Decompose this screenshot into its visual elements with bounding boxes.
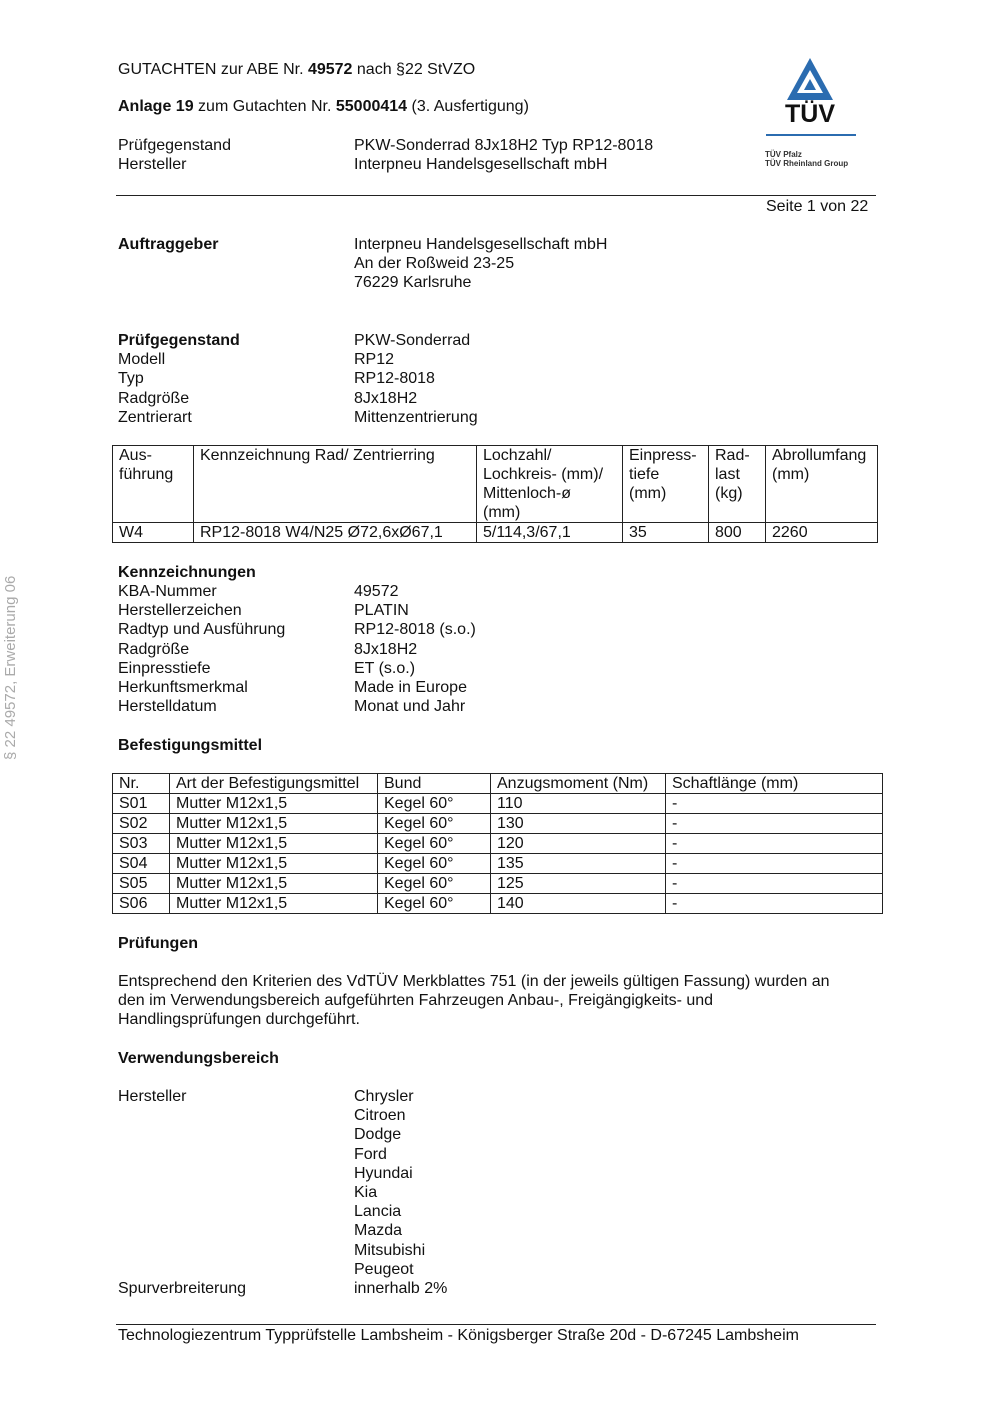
- field-value: ET (s.o.): [354, 659, 416, 677]
- field-value: Mittenzentrierung: [354, 408, 478, 426]
- table-cell: S02: [113, 814, 170, 834]
- table-cell: -: [666, 794, 883, 814]
- verwendungsbereich-hersteller-label: Hersteller: [118, 1088, 187, 1105]
- table-cell: -: [666, 894, 883, 914]
- report-title: GUTACHTEN zur ABE Nr. 49572 nach §22 StVZO: [118, 61, 476, 78]
- table-header-cell: Art der Befestigungsmittel: [170, 774, 378, 794]
- auftraggeber-address: [354, 235, 607, 293]
- verwendungsbereich-title: Verwendungsbereich: [118, 1050, 279, 1067]
- paragraph-line: Entsprechend den Kriterien des VdTÜV Merkblattes 751 (in der jeweils gültigen Fassung) wurden an: [118, 973, 830, 990]
- footer-divider: [116, 1324, 876, 1325]
- table-header-cell: Nr.: [113, 774, 170, 794]
- table-cell: -: [666, 874, 883, 894]
- table-row: [113, 854, 883, 874]
- table-row: [113, 794, 883, 814]
- pruefgegenstand-labels: [118, 331, 240, 427]
- table-cell: 800: [709, 523, 766, 543]
- list-item: Dodge: [354, 1126, 402, 1144]
- table-cell: 135: [491, 854, 666, 874]
- tuev-logo: [760, 55, 860, 175]
- list-item: Mitsubishi: [354, 1241, 426, 1259]
- list-item: Chrysler: [354, 1088, 414, 1105]
- table-cell: Kegel 60°: [378, 894, 491, 914]
- table-cell: Mutter M12x1,5: [170, 894, 378, 914]
- table-cell: 5/114,3/67,1: [477, 523, 623, 543]
- table-cell: Kegel 60°: [378, 814, 491, 834]
- table-header-cell: Schaftlänge (mm): [666, 774, 883, 794]
- page-number: Seite 1 von 22: [766, 198, 869, 215]
- table-cell: Kegel 60°: [378, 854, 491, 874]
- spurverbreiterung-label: Spurverbreiterung: [118, 1280, 247, 1297]
- befestigung-title: Befestigungsmittel: [118, 737, 263, 754]
- field-label: Prüfgegenstand: [118, 332, 240, 349]
- table-cell: 120: [491, 834, 666, 854]
- paragraph-line: Handlingsprüfungen durchgeführt.: [118, 1011, 360, 1029]
- header-hersteller-label: Hersteller: [118, 156, 187, 173]
- field-label: Herstellerzeichen: [118, 602, 242, 620]
- table-cell: Mutter M12x1,5: [170, 794, 378, 814]
- table-cell: -: [666, 814, 883, 834]
- table-cell: Kegel 60°: [378, 834, 491, 854]
- kennzeichnungen-title: Kennzeichnungen: [118, 564, 256, 581]
- field-value: RP12: [354, 351, 395, 369]
- table-cell: 35: [623, 523, 709, 543]
- list-item: Ford: [354, 1145, 387, 1163]
- table-cell: 125: [491, 874, 666, 894]
- table-row: [113, 874, 883, 894]
- field-label: Typ: [118, 370, 144, 388]
- list-item: Kia: [354, 1183, 378, 1201]
- table-header-row: [113, 446, 878, 523]
- table-cell: S04: [113, 854, 170, 874]
- table-header-cell: Kennzeichnung Rad/ Zentrierring: [194, 446, 477, 523]
- field-label: Herstelldatum: [118, 698, 217, 716]
- table-cell: S06: [113, 894, 170, 914]
- field-value: PLATIN: [354, 602, 409, 620]
- table-cell: S03: [113, 834, 170, 854]
- auftraggeber-label: Auftraggeber: [118, 236, 219, 253]
- table-cell: 110: [491, 794, 666, 814]
- table-header-row: [113, 774, 883, 794]
- table-cell: 140: [491, 894, 666, 914]
- table-cell: S05: [113, 874, 170, 894]
- table-cell: Kegel 60°: [378, 794, 491, 814]
- table-header-cell: Aus- führung: [113, 446, 194, 523]
- pruefungen-text: [118, 972, 830, 1030]
- table-cell: Mutter M12x1,5: [170, 814, 378, 834]
- spurverbreiterung-value: innerhalb 2%: [354, 1280, 448, 1297]
- field-value: Made in Europe: [354, 678, 467, 696]
- field-label: Herkunftsmerkmal: [118, 678, 248, 696]
- table-header-cell: Einpress- tiefe (mm): [623, 446, 709, 523]
- field-label: Zentrierart: [118, 408, 192, 426]
- table-cell: Mutter M12x1,5: [170, 834, 378, 854]
- field-value: 49572: [354, 583, 399, 600]
- table-cell: RP12-8018 W4/N25 Ø72,6xØ67,1: [194, 523, 477, 543]
- footer-text: Technologiezentrum Typprüfstelle Lambsheim - Königsberger Straße 20d - D-67245 Lambsheim: [118, 1327, 799, 1344]
- header-pg-value: PKW-Sonderrad 8Jx18H2 Typ RP12-8018: [354, 137, 654, 154]
- paragraph-line: den im Verwendungsbereich aufgeführten Fahrzeugen Anbau-, Freigängigkeits- und: [118, 992, 714, 1010]
- list-item: Mazda: [354, 1222, 403, 1240]
- address-line: Interpneu Handelsgesellschaft mbH: [354, 236, 608, 253]
- field-label: Radtyp und Ausführung: [118, 621, 286, 639]
- tuev-logo-sub2: TÜV Rheinland Group: [765, 159, 849, 168]
- field-value: 8Jx18H2: [354, 389, 418, 407]
- address-line: 76229 Karlsruhe: [354, 274, 472, 292]
- table-header-cell: Rad- last (kg): [709, 446, 766, 523]
- tuev-logo-rule: [766, 134, 856, 136]
- field-label: Radgröße: [118, 389, 190, 407]
- wheel-table: [112, 445, 878, 543]
- table-cell: Mutter M12x1,5: [170, 874, 378, 894]
- tuev-logo-text: TÜV: [785, 100, 835, 128]
- befestigung-table: [112, 773, 883, 914]
- field-value: PKW-Sonderrad: [354, 332, 471, 349]
- field-label: Radgröße: [118, 640, 190, 658]
- header-pg-label: Prüfgegenstand: [118, 137, 231, 154]
- pruefungen-title: Prüfungen: [118, 935, 198, 952]
- field-value: 8Jx18H2: [354, 640, 418, 658]
- table-cell: -: [666, 854, 883, 874]
- table-row: [113, 834, 883, 854]
- list-item: Hyundai: [354, 1164, 413, 1182]
- table-cell: W4: [113, 523, 194, 543]
- table-header-cell: Abrollumfang (mm): [766, 446, 878, 523]
- kennzeichnungen-labels: [118, 582, 285, 716]
- field-value: RP12-8018: [354, 370, 435, 388]
- table-cell: -: [666, 834, 883, 854]
- list-item: Peugeot: [354, 1260, 414, 1278]
- address-line: An der Roßweid 23-25: [354, 255, 515, 273]
- field-label: KBA-Nummer: [118, 583, 217, 600]
- pruefgegenstand-values: [354, 331, 478, 427]
- side-annotation: § 22 49572, Erweiterung 06: [2, 575, 19, 760]
- table-row: [113, 814, 883, 834]
- table-cell: S01: [113, 794, 170, 814]
- kennzeichnungen-values: [354, 582, 476, 716]
- header-hersteller-value: Interpneu Handelsgesellschaft mbH: [354, 156, 608, 173]
- field-label: Modell: [118, 351, 166, 369]
- table-row: [113, 894, 883, 914]
- field-value: Monat und Jahr: [354, 698, 466, 716]
- table-cell: Mutter M12x1,5: [170, 854, 378, 874]
- table-header-cell: Anzugsmoment (Nm): [491, 774, 666, 794]
- report-subtitle: Anlage 19 zum Gutachten Nr. 55000414 (3. Ausfertigung): [118, 98, 529, 115]
- tuev-logo-sub1: TÜV Pfalz: [765, 150, 802, 159]
- list-item: Citroen: [354, 1107, 406, 1125]
- table-cell: Kegel 60°: [378, 874, 491, 894]
- table-cell: 130: [491, 814, 666, 834]
- table-cell: 2260: [766, 523, 878, 543]
- header-divider: [116, 195, 876, 196]
- table-row: [113, 523, 878, 543]
- table-header-cell: Lochzahl/ Lochkreis- (mm)/ Mittenloch-ø (mm): [477, 446, 623, 523]
- field-value: RP12-8018 (s.o.): [354, 621, 476, 639]
- table-header-cell: Bund: [378, 774, 491, 794]
- field-label: Einpresstiefe: [118, 659, 211, 677]
- list-item: Lancia: [354, 1203, 402, 1221]
- hersteller-list: [354, 1087, 425, 1279]
